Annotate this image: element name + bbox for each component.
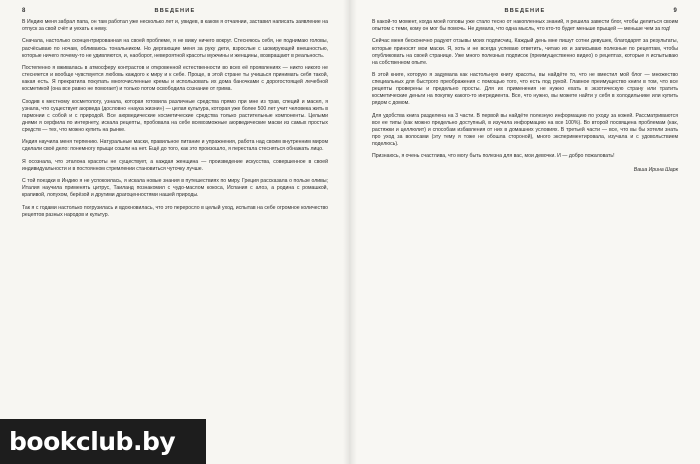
paragraph: Сначала, настолько сконцентрированная на своей проблеме, я не вижу ничего вокруг. Стесняюсь себя, не поднимаю головы, расчёсываю по ночам, обливаюсь тональником. Но дергающие меня за руку дети, взрослые с шокирующей внешностью, которые ничего почему-то не удивляются, и, наоборот, невероятной красоты мужчины и женщины, возвращают в реальность. [22,38,328,59]
paragraph: В Индию меня забрал папа, он там работал уже несколько лет и, увидев, в каком я отчаянии, заставил написать заявление на отпуск за свой счёт и уехать к нему. [22,19,328,33]
paragraph: С той поездки в Индию я не успокоилась, я искала новые знания в путешествиях по миру. Греция рассказала о пользе оливы; Италия научила применять цитрус, Таиланд познакомил с чудо-маслом кокоса, Испания с алоэ, а родина с ромашкой, крапивой, лопухом, берёзой и другими драгоценностями нашей природы. [22,178,328,199]
left-running-head-title: ВВЕДЕНИЕ [154,8,196,14]
paragraph: В этой книге, которую я задумала как настольную книгу красоты, вы найдёте то, что не вместил мой блог — множество специальных для быстрого преображения с помощью того, что есть под рукой. Главное преимущество книги в том, что все рецепты проверены и предельно просты. Для их применения не нужно ехать в экзотическую страну или тратить косметические деньги на покупку какого-то ингредиента. Все, что нужно, вы можете найти у себя в холодильнике или купить рядом с домом. [372,72,678,107]
paragraph: Я осознала, что эталона красоты не существует, а каждая женщина — произведение искусства, совершенное в своей индивидуальности и в постоянном стремлении становиться чуточку лучше. [22,158,328,172]
left-page-number: 8 [22,8,27,14]
paragraph: Для удобства книга разделена на 3 части. В первой вы найдёте полезную информацию по уходу за кожей. Рассматриваются все ее типы (как можно предельно доступный, в изучила информацию на все 100%). Во второй посвящена проблемам (как, растяжки и целлюлит) и способам избавления от них в домашних условиях. В третьей части — все, что вы бы хотели знать про уход за волосами (эту тему я тоже не обошла стороной), много экспериментировала, изучала и с удовольствием поделюсь). [372,112,678,147]
watermark-text: bookclub.by [9,427,176,456]
left-running-header [22,8,328,19]
paragraph: Постепенно я вживалась в атмосферу контрастов и откровенной естественности во всех её проявлениях — никто никого не стесняется и вообще чувствуется любовь каждого к миру и к себе. Проще, в этой стране ты учишься принимать себя такой, какая есть. Я прекратила покупать многочисленные кремы и использовать их дома баночками с дорогостоящей лечебной косметикой (она все равно не помогает) и только потом освободила сознание от грима. [22,65,328,93]
right-page [350,0,700,464]
right-running-head-title: ВВЕДЕНИЕ [504,8,546,14]
right-page-number: 9 [673,8,678,14]
paragraph: Так я с годами настолько погрузилась и вдохновилась, что это переросло в целый уход, испытав на себе огромное количество рецептов разных народов и культур. [22,204,328,218]
paragraph: Сходив к местному косметологу, узнала, которая готовила различные средства прямо при мне из трав, специй и масел, я узнала, что существует аюрведа (дословно «наука жизни») — целая культура, которая уже более 500 лет учит человека жить в гармонии с собой и с природой. Все аюрведические косметические средства только растительные компоненты. Целыми днями я серфила по интернету, искала рецепты, пробовала на себе всевозможные аюрведические маски из самых простых средств — тех, что можно купить на рынке. [22,98,329,133]
right-running-header [372,8,678,19]
paragraph: Индия научила меня терпению. Натуральные маски, правильное питание и упражнения, работа над своим внутренним миром сделали своё дело: понемногу прыщи сошли на нет. Ещё до того, как это произошло, я перестала стесняться обнажать лицо. [22,139,328,153]
paragraph: Признаюсь, я очень счастлива, что могу быть полезна для вас, мои девочки. И — добро пожаловать! [372,153,615,160]
book-gutter-shadow [343,0,357,464]
paragraph: Сейчас меня бесконечно радуют отзывы моих подписчиц. Каждый день мне пишут сотни девушек, благодарят за результаты, которые приносят мои маски. Я, хоть и не всегда успеваю ответить, читаю их и записываю полезные по рецептам, чтобы опубликовать на своей странице. Уже много полезных подписок (преимущественно видео) о рецептах, которые я испытываю на собственном опыте. [372,38,678,66]
left-page-text [22,19,328,219]
author-signature: Ваша Ирина Шарк [633,167,678,174]
watermark-banner [0,419,206,464]
paragraph: В какой-то момент, когда моей головы уже стало тесно от накопленных знаний, я решила завести блог, чтобы делиться своим опытом с теми, кому он мог бы помочь. Не думала, что одна мысль, что кто-то будет меньше прыщей — меньше чем за год! [372,19,678,33]
right-page-text [372,19,678,174]
